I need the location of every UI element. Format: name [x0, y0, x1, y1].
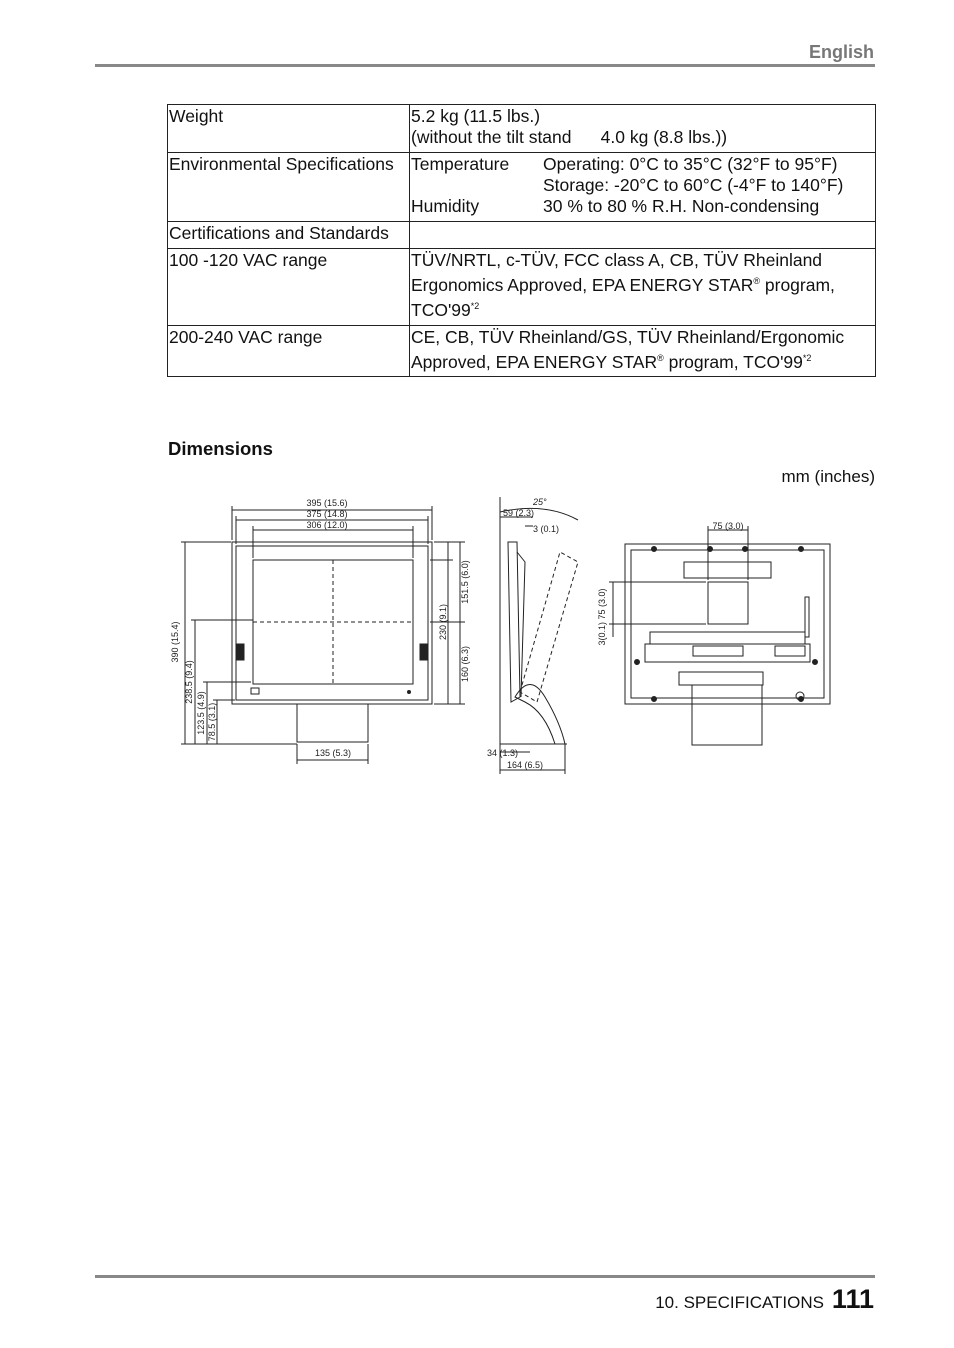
- dim-side-3: 3 (0.1): [533, 524, 560, 534]
- dim-front-width-screen: 306 (12.0): [306, 520, 348, 530]
- temperature-label: Temperature: [411, 154, 510, 174]
- header-language: English: [808, 42, 874, 62]
- dim-front-height-total: 390 (15.4): [170, 621, 180, 663]
- certifications-value: [410, 222, 876, 249]
- vac100-line: TCO'99$^{*2}$: [411, 299, 480, 320]
- vac200-line: Approved, EPA ENERGY STAR® program, TCO'99$^{*2}$: [411, 351, 812, 372]
- dim-front-height-151: 151.5 (6.0): [460, 560, 470, 604]
- back-view: [609, 526, 830, 745]
- footer-rule: [95, 1275, 875, 1278]
- registered-mark: ®: [657, 352, 664, 363]
- humidity-label: Humidity: [411, 196, 480, 216]
- vac200-label: 200-240 VAC range: [168, 325, 410, 377]
- storage-temp: Storage: -20°C to 60°C (-4°F to 140°F): [543, 175, 844, 195]
- weight-label: Weight: [168, 105, 410, 153]
- dim-front-width-outer: 395 (15.6): [306, 498, 348, 508]
- side-view: [500, 497, 578, 774]
- environment-value: [410, 153, 876, 222]
- dim-back-vesa-height: 3(0.1) 75 (3.0): [597, 588, 607, 646]
- table-row: [168, 105, 876, 153]
- weight-line: 5.2 kg (11.5 lbs.): [411, 106, 541, 126]
- registered-mark: ®: [753, 276, 761, 286]
- vac100-label: 100 -120 VAC range: [168, 249, 410, 326]
- table-row: [168, 249, 876, 326]
- dim-front-stand-width: 135 (5.3): [314, 748, 352, 758]
- dim-side-59: 59 (2.3): [503, 508, 535, 518]
- dim-front-height-160: 160 (6.3): [460, 645, 470, 683]
- header-rule: [95, 64, 875, 67]
- weight-value: [410, 105, 876, 153]
- footnote-mark: *2: [802, 352, 812, 363]
- table-row: [168, 325, 876, 377]
- humidity-value: 30 % to 80 % R.H. Non-condensing: [543, 196, 820, 216]
- footnote-mark: *2: [470, 300, 480, 311]
- dimensions-units: mm (inches): [781, 467, 875, 486]
- certifications-label: Certifications and Standards: [168, 222, 410, 249]
- dimensions-title: Dimensions: [168, 438, 273, 459]
- dim-side-34: 34 (1.3): [487, 748, 519, 758]
- dim-front-height-123: 123.5 (4.9): [196, 691, 206, 735]
- dimensions-diagram: [165, 492, 845, 782]
- weight-line: (without the tilt stand 4.0 kg (8.8 lbs.)): [411, 127, 728, 147]
- operating-temp: Operating: 0°C to 35°C (32°F to 95°F): [543, 154, 838, 174]
- front-view: [181, 506, 465, 764]
- dim-side-angle: 25°: [533, 497, 547, 507]
- specifications-table: [167, 104, 876, 377]
- vac200-line: CE, CB, TÜV Rheinland/GS, TÜV Rheinland/Ergonomic: [411, 326, 845, 347]
- dim-front-height-78: 78.5 (3.1): [207, 702, 217, 742]
- vac200-value: [410, 325, 876, 377]
- footer-section: 10. SPECIFICATIONS: [655, 1293, 824, 1312]
- environment-label: Environmental Specifications: [168, 153, 410, 222]
- vac100-value: [410, 249, 876, 326]
- dim-front-height-238: 238.5 (9.4): [184, 660, 194, 704]
- table-row: [168, 153, 876, 222]
- table-row: [168, 222, 876, 249]
- vac100-line: Ergonomics Approved, EPA ENERGY STAR® program,: [411, 274, 835, 295]
- page-number: 111: [831, 1284, 874, 1314]
- vac100-line: TÜV/NRTL, c-TÜV, FCC class A, CB, TÜV Rheinland: [411, 250, 823, 270]
- dim-front-height-230: 230 (9.1): [438, 603, 448, 641]
- dim-side-164: 164 (6.5): [507, 760, 544, 770]
- dim-front-width-bezel: 375 (14.8): [306, 509, 348, 519]
- dim-back-vesa-width: 75 (3.0): [712, 521, 744, 531]
